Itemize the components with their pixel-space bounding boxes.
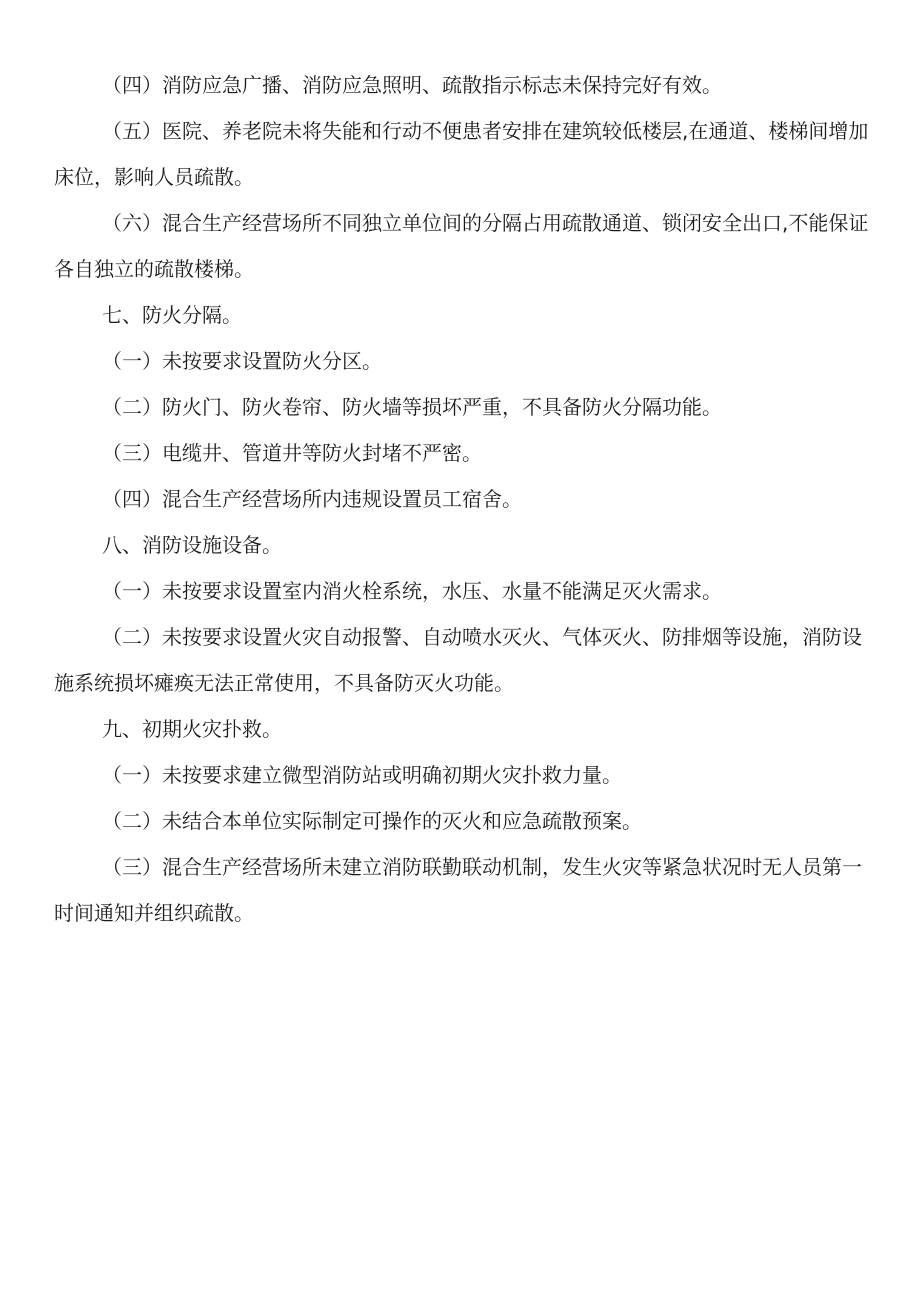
paragraph-hydrant-system: （一）未按要求设置室内消火栓系统，水压、水量不能满足灭火需求。 bbox=[102, 579, 722, 603]
paragraph-fire-doors: （二）防火门、防火卷帘、防火墙等损坏严重，不具备防火分隔功能。 bbox=[102, 395, 722, 419]
paragraph-staff-dormitory: （四）混合生产经营场所内违规设置员工宿舍。 bbox=[102, 487, 522, 511]
paragraph-joint-mechanism: （三）混合生产经营场所未建立消防联勤联动机制，发生火灾等紧急状况时无人员第一时间通知并组织疏散。 bbox=[54, 855, 862, 925]
paragraph-alarm-sprinkler: （二）未按要求设置火灾自动报警、自动喷水灭火、气体灭火、防排烟等设施，消防设施系统损坏瘫痪无法正常使用，不具备防灭火功能。 bbox=[54, 625, 862, 695]
paragraph-emergency-plan: （二）未结合本单位实际制定可操作的灭火和应急疏散预案。 bbox=[102, 809, 642, 833]
paragraph-hospital-beds: （五）医院、养老院未将失能和行动不便患者安排在建筑较低楼层,在通道、楼梯间增加床位，影响人员疏散。 bbox=[54, 119, 869, 189]
document-page bbox=[54, 62, 876, 936]
paragraph-fire-zones: （一）未按要求设置防火分区。 bbox=[102, 349, 382, 373]
paragraph-shaft-sealing: （三）电缆井、管道井等防火封堵不严密。 bbox=[102, 441, 482, 465]
section-heading-fire-separation: 七、防火分隔。 bbox=[102, 303, 242, 327]
paragraph-mixed-use-exits: （六）混合生产经营场所不同独立单位间的分隔占用疏散通道、锁闭安全出口,不能保证各自独立的疏散楼梯。 bbox=[54, 211, 869, 281]
paragraph-micro-fire-station: （一）未按要求建立微型消防站或明确初期火灾扑救力量。 bbox=[102, 763, 622, 787]
paragraph-broadcast-lighting: （四）消防应急广播、消防应急照明、疏散指示标志未保持完好有效。 bbox=[102, 73, 722, 97]
section-heading-initial-firefighting: 九、初期火灾扑救。 bbox=[102, 717, 282, 741]
section-heading-fire-equipment: 八、消防设施设备。 bbox=[102, 533, 282, 557]
